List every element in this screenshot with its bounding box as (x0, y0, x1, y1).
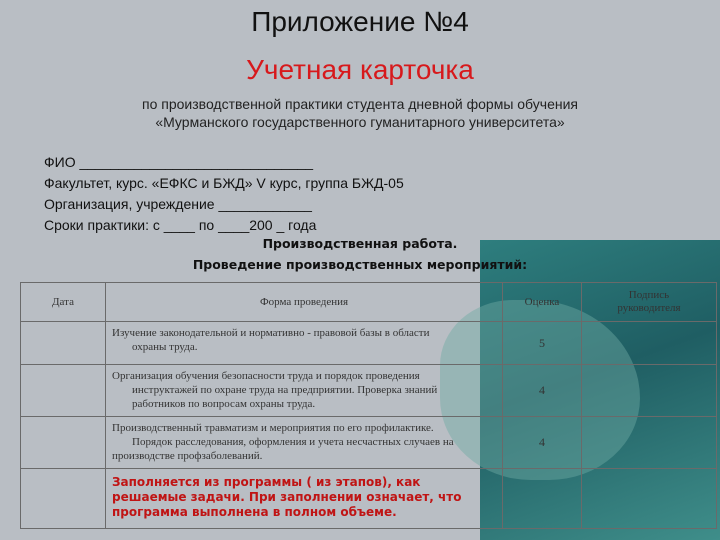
form-line: работников по вопросам охраны труда. (132, 398, 316, 410)
table-row (21, 469, 717, 529)
form-line: инструктажей по охране труда на предприятии. Проверка знаний (132, 384, 438, 396)
activities-table (20, 282, 717, 529)
form-line: производстве профзаболеваний. (112, 450, 263, 462)
form-line: Изучение законодательной и нормативно - правовой базы в области (112, 327, 430, 339)
header-form: Форма проведения (106, 283, 503, 322)
header-signature-line1: Подпись (628, 289, 670, 301)
grade-cell (503, 469, 582, 529)
date-cell (21, 322, 106, 365)
date-cell (21, 417, 106, 469)
signature-cell (582, 365, 717, 417)
signature-cell (582, 322, 717, 365)
header-date: Дата (21, 283, 106, 322)
grade-cell: 4 (503, 365, 582, 417)
form-cell (106, 365, 503, 417)
header-grade: Оценка (503, 283, 582, 322)
form-line: Порядок расследования, оформления и учета несчастных случаев на (132, 436, 454, 448)
grade-cell: 4 (503, 417, 582, 469)
section-subtitle: Проведение производственных мероприятий: (192, 257, 528, 272)
form-cell (106, 322, 503, 365)
table-header-row (21, 283, 717, 322)
instruction-note: Заполняется из программы ( из этапов), как решаемые задачи. При заполнении означает, что программа выполнена в полном объеме. (106, 469, 503, 529)
subtitle-line-1: по производственной практики студента дневной формы обучения (142, 96, 578, 112)
grade-cell: 5 (503, 322, 582, 365)
signature-cell (582, 469, 717, 529)
page-title: Приложение №4 (251, 6, 469, 37)
form-cell (106, 417, 503, 469)
date-cell (21, 469, 106, 529)
form-line: Производственный травматизм и мероприятия по его профилактике. (112, 422, 434, 434)
dates-field: Сроки практики: с ____ по ____200 _ года (44, 217, 317, 233)
table-row (21, 417, 717, 469)
header-signature-line2: руководителя (617, 302, 681, 314)
form-line: Организация обучения безопасности труда и порядок проведения (112, 370, 420, 382)
form-line: охраны труда. (132, 341, 198, 353)
signature-cell (582, 417, 717, 469)
organization-field: Организация, учреждение ____________ (44, 196, 312, 212)
table-row (21, 322, 717, 365)
fio-field: ФИО ______________________________ (44, 154, 314, 170)
card-title: Учетная карточка (246, 54, 474, 85)
date-cell (21, 365, 106, 417)
section-title: Производственная работа. (262, 236, 458, 251)
faculty-field: Факультет, курс. «ЕФКС и БЖД» V курс, группа БЖД-05 (44, 175, 404, 191)
subtitle-line-2: «Мурманского государственного гуманитарного университета» (155, 114, 565, 130)
table-row (21, 365, 717, 417)
header-signature (582, 283, 717, 322)
subtitle-block (60, 95, 660, 131)
